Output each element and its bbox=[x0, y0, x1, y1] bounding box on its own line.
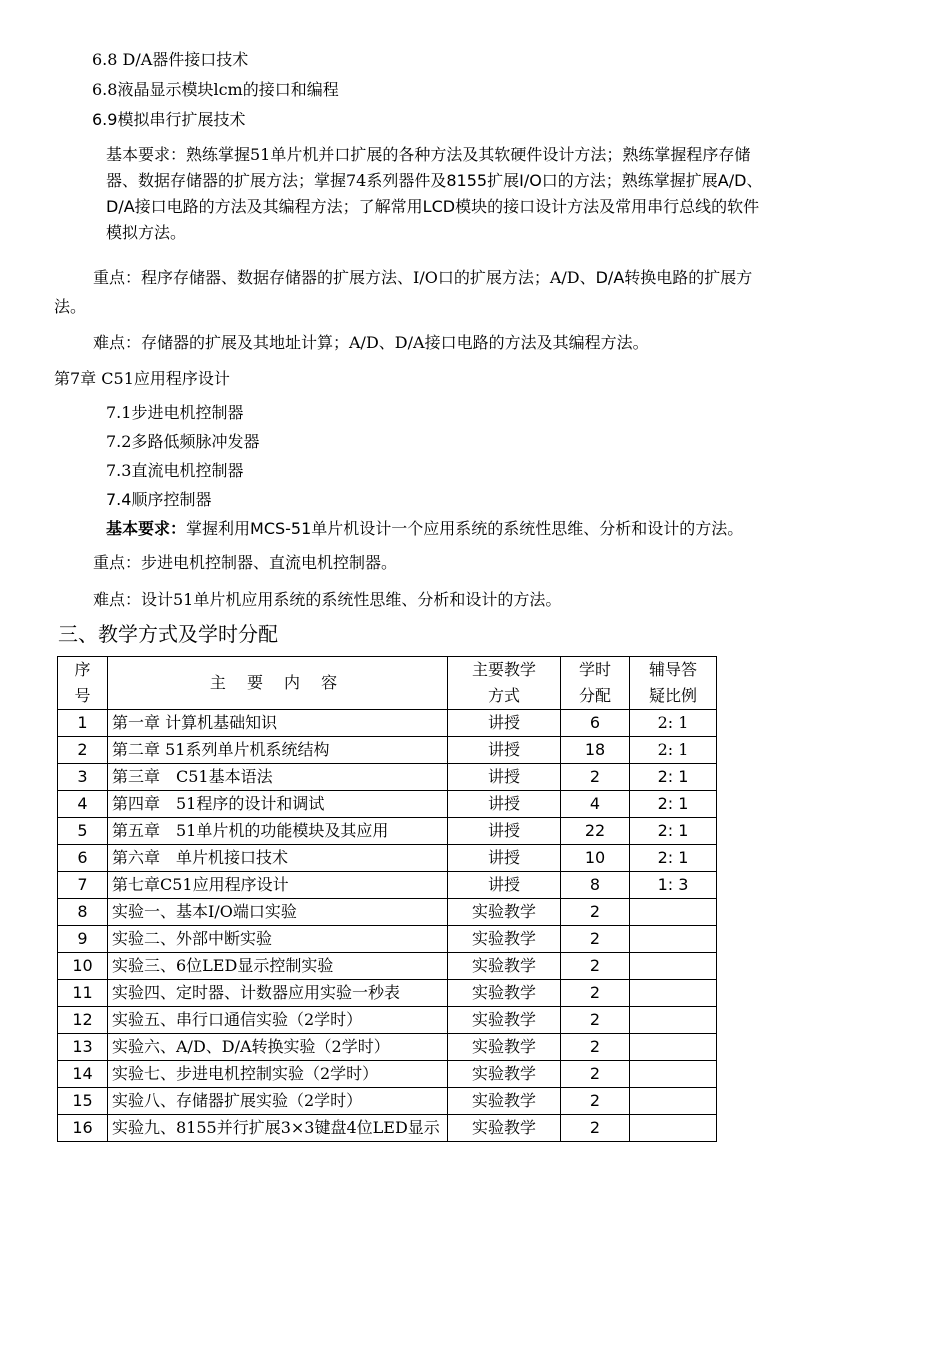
row-no: 7 bbox=[58, 872, 108, 899]
row-hours: 2 bbox=[561, 1007, 630, 1034]
table-row bbox=[58, 791, 717, 818]
row-content: 实验五、串行口通信实验（2学时） bbox=[108, 1007, 448, 1034]
row-ratio bbox=[630, 926, 717, 953]
row-method: 实验教学 bbox=[448, 899, 561, 926]
row-no: 11 bbox=[58, 980, 108, 1007]
row-no: 9 bbox=[58, 926, 108, 953]
row-ratio: 1: 3 bbox=[630, 872, 717, 899]
row-method: 讲授 bbox=[448, 872, 561, 899]
table-row bbox=[58, 980, 717, 1007]
row-content: 第三章 C51基本语法 bbox=[108, 764, 448, 791]
row-hours: 2 bbox=[561, 1034, 630, 1061]
header-method: 主要教学 方式 bbox=[448, 657, 561, 710]
row-method: 实验教学 bbox=[448, 1115, 561, 1142]
row-ratio bbox=[630, 953, 717, 980]
row-no: 12 bbox=[58, 1007, 108, 1034]
header-content: 主 要 内 容 bbox=[108, 657, 448, 710]
row-ratio bbox=[630, 1034, 717, 1061]
table-row bbox=[58, 845, 717, 872]
row-no: 4 bbox=[58, 791, 108, 818]
row-ratio bbox=[630, 1088, 717, 1115]
row-no: 10 bbox=[58, 953, 108, 980]
item-6-9: 6.9模拟串行扩展技术 bbox=[92, 110, 246, 129]
row-content: 实验三、6位LED显示控制实验 bbox=[108, 953, 448, 980]
row-ratio bbox=[630, 899, 717, 926]
row-hours: 8 bbox=[561, 872, 630, 899]
row-content: 第五章 51单片机的功能模块及其应用 bbox=[108, 818, 448, 845]
row-ratio bbox=[630, 1115, 717, 1142]
row-ratio: 2: 1 bbox=[630, 710, 717, 737]
chapter7-key-points: 重点：步进电机控制器、直流电机控制器。 bbox=[93, 553, 398, 572]
table-row bbox=[58, 764, 717, 791]
table-row bbox=[58, 953, 717, 980]
row-content: 第七章C51应用程序设计 bbox=[108, 872, 448, 899]
section6-key-points: 重点：程序存储器、数据存储器的扩展方法、I/O口的扩展方法；A/D、D/A转换电路的扩展方 bbox=[93, 268, 753, 287]
row-content: 实验六、A/D、D/A转换实验（2学时） bbox=[108, 1034, 448, 1061]
row-hours: 2 bbox=[561, 980, 630, 1007]
row-no: 3 bbox=[58, 764, 108, 791]
item-7-1: 7.1步进电机控制器 bbox=[106, 403, 244, 422]
row-content: 实验一、基本I/O端口实验 bbox=[108, 899, 448, 926]
row-hours: 22 bbox=[561, 818, 630, 845]
row-hours: 6 bbox=[561, 710, 630, 737]
row-content: 实验九、8155并行扩展3×3键盘4位LED显示 bbox=[108, 1115, 448, 1142]
header-ratio: 辅导答 疑比例 bbox=[630, 657, 717, 710]
row-content: 实验二、外部中断实验 bbox=[108, 926, 448, 953]
row-content: 实验七、步进电机控制实验（2学时） bbox=[108, 1061, 448, 1088]
chapter7-heading: 第7章 C51应用程序设计 bbox=[54, 369, 230, 388]
row-hours: 2 bbox=[561, 764, 630, 791]
item-6-8-da: 6.8 D/A器件接口技术 bbox=[92, 50, 249, 69]
section6-basic-requirements: 基本要求：熟练掌握51单片机并口扩展的各种方法及其软硬件设计方法；熟练掌握程序存储 器、数据存储器的扩展方法；掌握74系列器件及8155扩展I/O口的方法；熟练掌握扩展A/D、 D/A接口电路的方法及其编程方法；了解常用LCD模块的接口设计方法及常用串行总线的软件 模拟方法。 bbox=[106, 145, 763, 242]
teaching-allocation-table bbox=[57, 656, 717, 1142]
table-row bbox=[58, 1088, 717, 1115]
row-hours: 18 bbox=[561, 737, 630, 764]
row-method: 讲授 bbox=[448, 791, 561, 818]
row-content: 第四章 51程序的设计和调试 bbox=[108, 791, 448, 818]
row-method: 讲授 bbox=[448, 764, 561, 791]
row-method: 实验教学 bbox=[448, 980, 561, 1007]
item-6-8-lcm: 6.8液晶显示模块lcm的接口和编程 bbox=[92, 80, 339, 99]
row-no: 1 bbox=[58, 710, 108, 737]
row-method: 讲授 bbox=[448, 845, 561, 872]
row-ratio: 2: 1 bbox=[630, 791, 717, 818]
row-content: 实验四、定时器、计数器应用实验一秒表 bbox=[108, 980, 448, 1007]
table-row bbox=[58, 899, 717, 926]
table-row bbox=[58, 872, 717, 899]
chapter7-basic-requirements: 基本要求：掌握利用MCS-51单片机设计一个应用系统的系统性思维、分析和设计的方法。 bbox=[106, 519, 744, 538]
chapter7-difficulty: 难点：设计51单片机应用系统的系统性思维、分析和设计的方法。 bbox=[93, 590, 562, 609]
row-content: 实验八、存储器扩展实验（2学时） bbox=[108, 1088, 448, 1115]
table-row bbox=[58, 737, 717, 764]
table-row bbox=[58, 818, 717, 845]
item-7-2: 7.2多路低频脉冲发器 bbox=[106, 432, 260, 451]
row-content: 第二章 51系列单片机系统结构 bbox=[108, 737, 448, 764]
row-ratio: 2: 1 bbox=[630, 764, 717, 791]
row-no: 2 bbox=[58, 737, 108, 764]
row-no: 13 bbox=[58, 1034, 108, 1061]
row-content: 第一章 计算机基础知识 bbox=[108, 710, 448, 737]
row-hours: 10 bbox=[561, 845, 630, 872]
row-no: 8 bbox=[58, 899, 108, 926]
item-7-4: 7.4顺序控制器 bbox=[106, 490, 212, 509]
table-row bbox=[58, 926, 717, 953]
row-method: 实验教学 bbox=[448, 953, 561, 980]
row-hours: 2 bbox=[561, 1088, 630, 1115]
row-method: 实验教学 bbox=[448, 1061, 561, 1088]
header-hours: 学时 分配 bbox=[561, 657, 630, 710]
row-method: 实验教学 bbox=[448, 1007, 561, 1034]
row-ratio bbox=[630, 1061, 717, 1088]
row-method: 实验教学 bbox=[448, 926, 561, 953]
row-no: 15 bbox=[58, 1088, 108, 1115]
row-method: 实验教学 bbox=[448, 1088, 561, 1115]
table-row bbox=[58, 1115, 717, 1142]
row-hours: 2 bbox=[561, 1061, 630, 1088]
row-content: 第六章 单片机接口技术 bbox=[108, 845, 448, 872]
row-no: 14 bbox=[58, 1061, 108, 1088]
row-ratio: 2: 1 bbox=[630, 845, 717, 872]
row-ratio: 2: 1 bbox=[630, 737, 717, 764]
row-no: 16 bbox=[58, 1115, 108, 1142]
row-no: 6 bbox=[58, 845, 108, 872]
row-hours: 4 bbox=[561, 791, 630, 818]
row-hours: 2 bbox=[561, 926, 630, 953]
row-ratio bbox=[630, 980, 717, 1007]
row-method: 讲授 bbox=[448, 818, 561, 845]
row-ratio bbox=[630, 1007, 717, 1034]
table-row bbox=[58, 710, 717, 737]
item-7-3: 7.3直流电机控制器 bbox=[106, 461, 244, 480]
section3-title: 三、教学方式及学时分配 bbox=[58, 622, 278, 646]
section6-difficulty: 难点：存储器的扩展及其地址计算；A/D、D/A接口电路的方法及其编程方法。 bbox=[93, 333, 649, 352]
row-hours: 2 bbox=[561, 953, 630, 980]
row-ratio: 2: 1 bbox=[630, 818, 717, 845]
table-row bbox=[58, 1007, 717, 1034]
table-header-row bbox=[58, 657, 717, 710]
header-no: 序 号 bbox=[58, 657, 108, 710]
section6-key-points-wrap: 法。 bbox=[54, 297, 87, 316]
row-hours: 2 bbox=[561, 1115, 630, 1142]
table-row bbox=[58, 1061, 717, 1088]
row-hours: 2 bbox=[561, 899, 630, 926]
table-row bbox=[58, 1034, 717, 1061]
row-method: 讲授 bbox=[448, 737, 561, 764]
row-method: 讲授 bbox=[448, 710, 561, 737]
row-no: 5 bbox=[58, 818, 108, 845]
row-method: 实验教学 bbox=[448, 1034, 561, 1061]
